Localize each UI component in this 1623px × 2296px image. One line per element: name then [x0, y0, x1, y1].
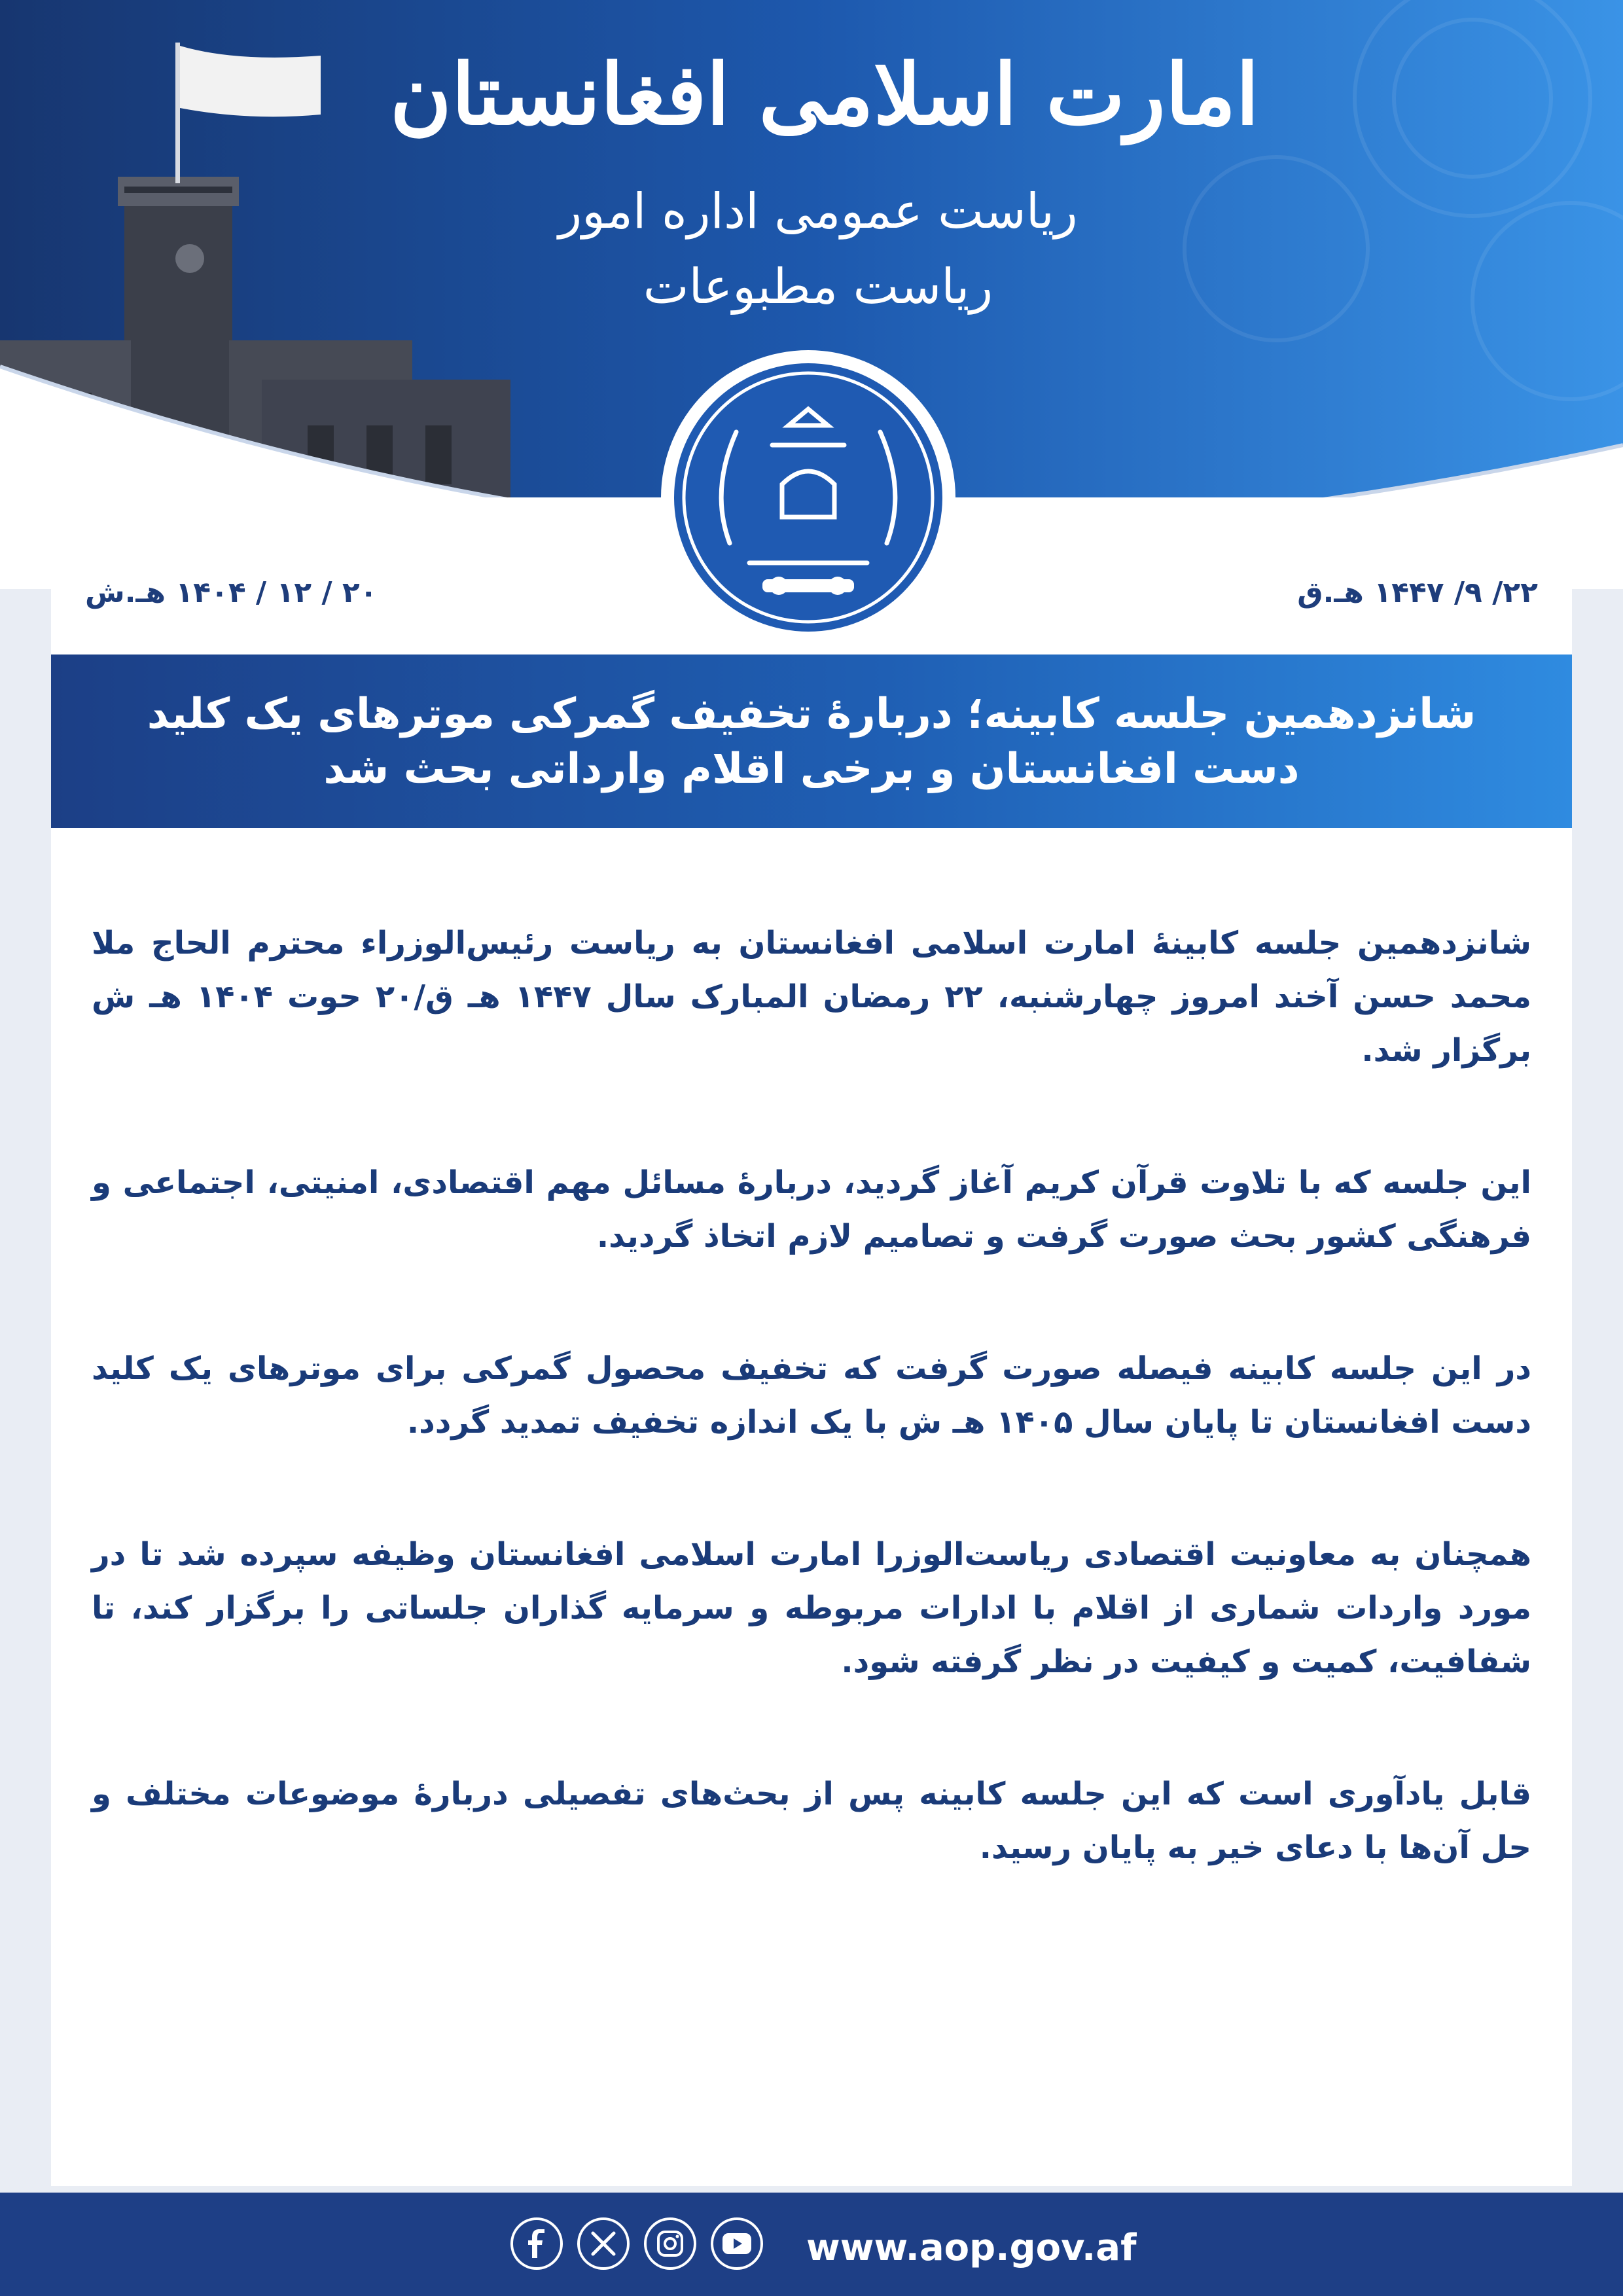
- social-links: [510, 2217, 763, 2274]
- article-body: [92, 916, 1531, 1953]
- paragraph: در این جلسه کابینه فیصله صورت گرفت که تخفیف محصول گمرکی برای موترهای یک کلید دست افغانستان تا پایان سال ۱۴۰۵ هـ ش با یک اندازه تخفیف تمدید گردد.: [92, 1350, 1531, 1441]
- headline-text: شانزدهمین جلسه کابینه؛ دربارۀ تخفیف گمرکی موترهای یک کلید دست افغانستان و برخی اقلام وارداتی بحث شد: [147, 689, 1476, 793]
- x-icon[interactable]: [577, 2217, 630, 2270]
- footer-bar: [0, 2193, 1623, 2296]
- emblem-seal: [658, 347, 959, 648]
- paragraph: همچنان به معاونیت اقتصادی ریاست‌الوزرا امارت اسلامی افغانستان وظیفه سپرده شد تا در مورد واردات شماری از اقلام با ادارات مربوطه و سرمایه گذاران جلساتی را برگزار کند، تا شفافیت، کمیت و کیفیت در نظر گرفته شود.: [92, 1536, 1531, 1680]
- date-qamari: ۲۲/ ۹/ ۱۴۴۷ هـ.ق: [1297, 576, 1538, 609]
- coat-of-arms-icon: [658, 347, 959, 648]
- website-link[interactable]: www.aop.gov.af: [806, 2227, 1137, 2269]
- header-title: امارت اسلامی افغانستان: [390, 46, 1259, 144]
- header-subtitle-2: ریاست مطبوعات: [643, 259, 993, 315]
- headline-banner: [51, 655, 1572, 828]
- instagram-icon[interactable]: [644, 2217, 696, 2270]
- header-subtitle-1: ریاست عمومی اداره امور: [558, 183, 1078, 240]
- youtube-icon[interactable]: [711, 2217, 763, 2270]
- date-shamsi: ۲۰ / ۱۲ / ۱۴۰۴ هـ.ش: [85, 576, 378, 609]
- paragraph: شانزدهمین جلسه کابینۀ امارت اسلامی افغانستان به ریاست رئیس‌الوزراء محترم الحاج ملا محمد حسن آخند امروز چهارشنبه، ۲۲ رمضان المبارک سال ۱۴۴۷ هـ ق/۲۰ حوت ۱۴۰۴ هـ ش برگزار شد.: [92, 925, 1532, 1069]
- paragraph: این جلسه که با تلاوت قرآن کریم آغاز گردید، دربارۀ مسائل مهم اقتصادی، امنیتی، اجتماعی و فرهنگی کشور بحث صورت گرفت و تصامیم لازم اتخاذ گردید.: [92, 1164, 1531, 1255]
- paragraph: قابل یادآوری است که این جلسه کابینه پس از بحث‌های تفصیلی دربارۀ موضوعات مختلف و حل آن‌ها با دعای خیر به پایان رسید.: [92, 1776, 1531, 1866]
- facebook-icon[interactable]: [510, 2217, 563, 2270]
